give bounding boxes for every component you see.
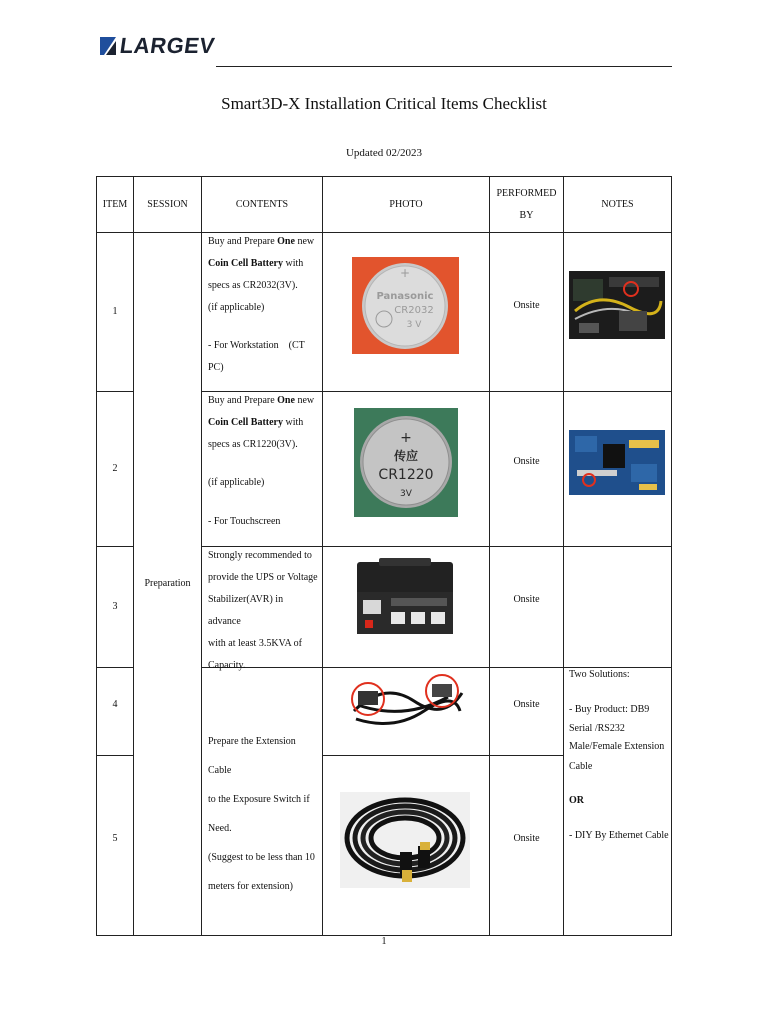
- contents-line: Coin Cell Battery with: [208, 258, 304, 269]
- contents-line: Coin Cell Battery with: [208, 417, 304, 428]
- contents-line: with at least 3.5KVA of: [208, 638, 302, 649]
- note-photo-touchscreen-board: [569, 430, 665, 495]
- updated-date: Updated 02/2023: [345, 147, 423, 159]
- contents-line: to the Exposure Switch if: [208, 794, 310, 805]
- performed-by: Onsite: [513, 456, 540, 467]
- item-number: 5: [112, 833, 118, 844]
- voltage-stabilizer-image-icon: [351, 556, 459, 640]
- contents-line: Stabilizer(AVR) in advance: [208, 594, 284, 627]
- header-session: SESSION: [147, 198, 188, 210]
- item-number: 4: [112, 699, 118, 710]
- performed-by: Onsite: [513, 299, 540, 311]
- header-notes: NOTES: [601, 198, 634, 210]
- contents-line: - For Workstation (CT: [208, 340, 305, 351]
- document-title: Smart3D-X Installation Critical Items Checklist: [221, 94, 547, 113]
- contents-line: Prepare the Extension Cable: [208, 736, 296, 776]
- performed-by: Onsite: [513, 833, 540, 844]
- svg-text:3V: 3V: [400, 489, 412, 499]
- notes-line: OR: [569, 795, 584, 806]
- header-performed-line2: BY: [519, 209, 534, 221]
- coin-battery-image-icon: [354, 408, 458, 517]
- row2-contents: [202, 390, 322, 533]
- table-border: [322, 176, 323, 936]
- page-number: 1: [381, 936, 387, 947]
- photo-voltage-stabilizer: [351, 556, 459, 640]
- contents-line: specs as CR2032(3V).: [208, 280, 298, 291]
- svg-text:+: +: [399, 266, 411, 280]
- svg-text:+: +: [400, 430, 412, 446]
- header-item: ITEM: [102, 198, 128, 210]
- table-border: [671, 176, 672, 936]
- coin-battery-image-icon: [352, 257, 459, 354]
- contents-line: Strongly recommended to: [208, 550, 312, 561]
- row3-contents: [202, 545, 322, 677]
- contents-line: meters for extension): [208, 881, 293, 892]
- svg-text:3 V: 3 V: [406, 320, 422, 330]
- row4-5-contents: [202, 727, 322, 901]
- photo-cr2032-battery: [352, 257, 459, 354]
- db9-cable-image-icon: [344, 671, 465, 739]
- notes-line: - DIY By Ethernet Cable: [569, 830, 669, 841]
- brand-logo-mark-icon: [98, 35, 118, 57]
- contents-line: PC): [208, 362, 224, 373]
- svg-text:CR2032: CR2032: [394, 305, 434, 316]
- circuit-board-image-icon: [569, 430, 665, 495]
- session-cell: Preparation: [144, 578, 191, 589]
- item-number: 1: [112, 306, 118, 317]
- contents-line: - For Touchscreen: [208, 516, 281, 527]
- notes-line: Cable: [569, 761, 593, 772]
- notes-line: Male/Female Extension: [569, 741, 665, 752]
- notes-line: Two Solutions:: [569, 669, 630, 680]
- photo-ethernet-cable: [340, 792, 470, 888]
- motherboard-image-icon: [569, 271, 665, 339]
- contents-line: Buy and Prepare One new: [208, 395, 315, 406]
- contents-line: Buy and Prepare One new: [208, 236, 315, 247]
- brand-logo-text: LARGEV: [118, 33, 217, 58]
- header-rule: [216, 66, 672, 67]
- ethernet-cable-image-icon: [340, 792, 470, 888]
- notes-row4-5: [569, 664, 671, 847]
- photo-db9-extension-cable: [344, 671, 465, 739]
- item-number: 2: [112, 463, 118, 474]
- contents-line: Capacity.: [208, 660, 246, 671]
- svg-text:传应: 传应: [393, 449, 419, 463]
- svg-text:CR1220: CR1220: [378, 467, 434, 483]
- contents-line: (if applicable): [208, 302, 265, 313]
- photo-cr1220-battery: [354, 408, 458, 517]
- header-performed-line1: PERFORMED: [496, 187, 557, 199]
- header-contents: CONTENTS: [235, 198, 289, 210]
- performed-by: Onsite: [513, 699, 540, 710]
- contents-line: (Suggest to be less than 10: [208, 852, 315, 863]
- table-border: [563, 176, 564, 936]
- note-photo-workstation-board: [569, 271, 665, 339]
- contents-line: (if applicable): [208, 477, 265, 488]
- notes-line: - Buy Product: DB9: [569, 704, 650, 715]
- header-photo: PHOTO: [389, 198, 423, 210]
- contents-line: provide the UPS or Voltage: [208, 572, 318, 583]
- notes-line: Serial /RS232: [569, 723, 625, 734]
- brand-logo: [98, 34, 215, 58]
- item-number: 3: [112, 601, 118, 612]
- performed-by: Onsite: [513, 594, 540, 605]
- header-performed-by: [490, 177, 563, 232]
- row1-contents: [202, 231, 322, 379]
- svg-text:Panasonic: Panasonic: [376, 291, 434, 302]
- contents-line: specs as CR1220(3V).: [208, 439, 298, 450]
- contents-line: Need.: [208, 823, 232, 834]
